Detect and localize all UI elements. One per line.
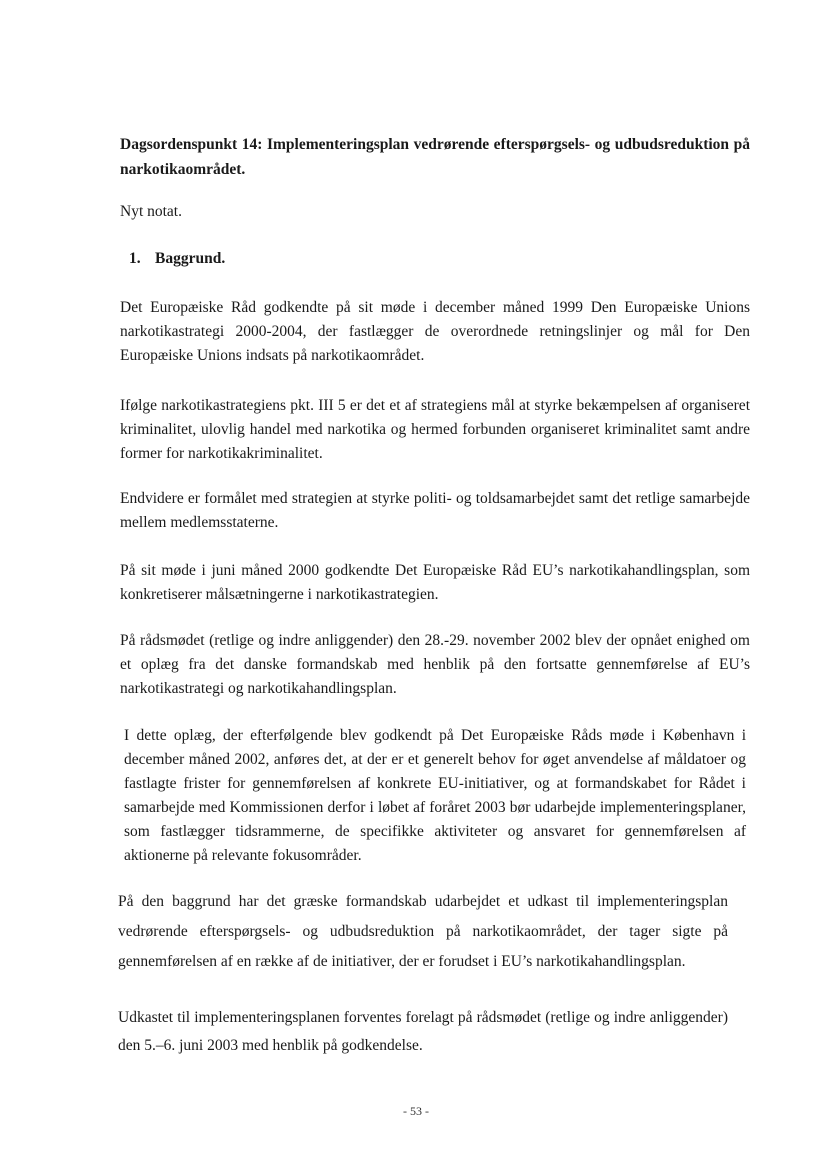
paragraph: Endvidere er formålet med strategien at styrke politi- og toldsamarbejdet samt det retlige samarbejde mellem medlemsstaterne. [120,490,750,531]
section-heading [129,247,759,271]
document-title: Dagsordenspunkt 14: Implementeringsplan vedrørende efterspørgsels- og udbudsreduktion på narkotikaområdet. [120,136,750,178]
page-number: - 53 - [403,1104,429,1118]
paragraph: Ifølge narkotikastrategiens pkt. III 5 er det et af strategiens mål at styrke bekæmpelsen af organiseret kriminalitet, ulovlig handel med narkotika og hermed forbunden organiseret kriminalitet samt andre former for narkotikakriminalitet. [120,397,750,462]
paragraph: På sit møde i juni måned 2000 godkendte Det Europæiske Råd EU’s narkotikahandlingsplan, som konkretiserer målsætningerne i narkotikastrategien. [120,562,750,603]
paragraph: Udkastet til implementeringsplanen forventes forelagt på rådsmødet (retlige og indre anliggender) den 5.–6. juni 2003 med henblik på godkendelse. [118,1009,728,1054]
paragraph: På den baggrund har det græske formandskab udarbejdet et udkast til implementeringsplan vedrørende efterspørgsels- og udbudsreduktion på narkotikaområdet, der tager sigte på gennemførelsen af en række af de initiativer, der er forudset i EU’s narkotikahandlingsplan. [118,893,728,970]
section-heading-text: Baggrund. [155,250,226,267]
paragraph: I dette oplæg, der efterfølgende blev godkendt på Det Europæiske Råds møde i København i december måned 2002, anføres det, at der er et generelt behov for øget anvendelse af måldatoer og fastlagte frister for gennemførelsen af konkrete EU-initiativer, og at formandskabet for Rådet i samarbejde med Kommissionen derfor i løbet af foråret 2003 bør udarbejde implementeringsplaner, som fastlægger tidsrammerne, de specifikke aktiviteter og ansvaret for gennemførelsen af aktionerne på relevante fokusområder. [124,727,746,864]
paragraph: På rådsmødet (retlige og indre anliggender) den 28.-29. november 2002 blev der opnået enighed om et oplæg fra det danske formandskab med henblik på den fortsatte gennemførelse af EU’s narkotikastrategi og narkotikahandlingsplan. [120,632,750,697]
section-number: 1. [129,250,141,267]
document-subtitle: Nyt notat. [120,203,182,220]
paragraph: Det Europæiske Råd godkendte på sit møde i december måned 1999 Den Europæiske Unions narkotikastrategi 2000-2004, der fastlægger de overordnede retningslinjer og mål for Den Europæiske Unions indsats på narkotikaområdet. [120,299,750,364]
